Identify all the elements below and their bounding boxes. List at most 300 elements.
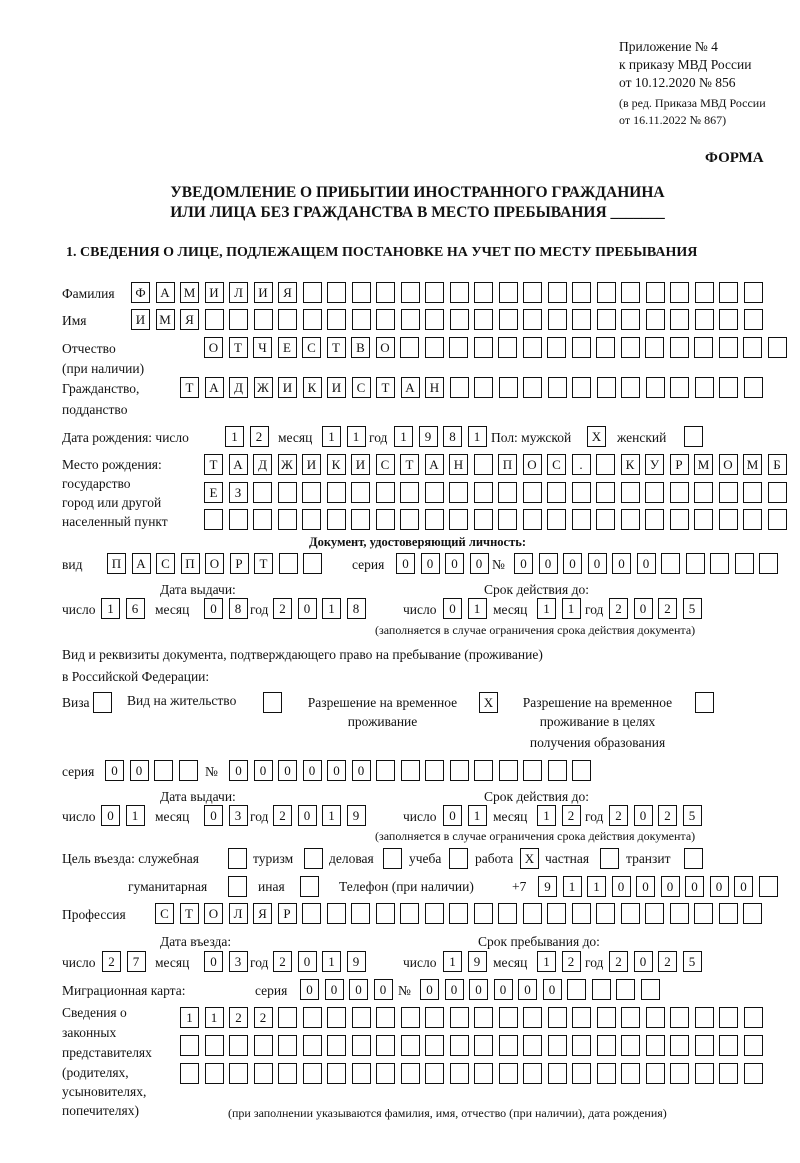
char-cell[interactable]: 9 xyxy=(347,805,366,826)
char-cell[interactable] xyxy=(670,1035,689,1056)
char-cell[interactable] xyxy=(567,979,586,1000)
char-cell[interactable] xyxy=(327,482,346,503)
checkbox-cell[interactable] xyxy=(93,692,112,713)
char-cell[interactable]: Т xyxy=(204,454,223,475)
char-cell[interactable] xyxy=(719,1063,738,1084)
char-cell[interactable] xyxy=(425,482,444,503)
char-cell[interactable]: 2 xyxy=(273,598,292,619)
checkbox-cell[interactable] xyxy=(684,426,703,447)
char-cell[interactable] xyxy=(670,309,689,330)
char-cell[interactable]: 2 xyxy=(102,951,121,972)
char-cell[interactable]: 0 xyxy=(634,951,653,972)
char-cell[interactable]: 7 xyxy=(127,951,146,972)
char-cell[interactable] xyxy=(449,337,468,358)
checkbox-cell[interactable] xyxy=(228,848,247,869)
char-cell[interactable]: 3 xyxy=(229,805,248,826)
char-cell[interactable] xyxy=(401,309,420,330)
char-cell[interactable]: 2 xyxy=(229,1007,248,1028)
char-cell[interactable]: 0 xyxy=(349,979,368,1000)
char-cell[interactable] xyxy=(376,1063,395,1084)
char-cell[interactable] xyxy=(621,337,640,358)
char-cell[interactable] xyxy=(572,509,591,530)
char-cell[interactable] xyxy=(303,1063,322,1084)
char-cell[interactable] xyxy=(743,903,762,924)
char-cell[interactable] xyxy=(253,482,272,503)
char-cell[interactable] xyxy=(450,282,469,303)
char-cell[interactable] xyxy=(278,1007,297,1028)
char-cell[interactable] xyxy=(523,509,542,530)
char-cell[interactable]: И xyxy=(205,282,224,303)
char-cell[interactable]: 1 xyxy=(205,1007,224,1028)
char-cell[interactable]: 1 xyxy=(443,951,462,972)
char-cell[interactable]: 3 xyxy=(229,951,248,972)
char-cell[interactable]: П xyxy=(498,454,517,475)
char-cell[interactable]: Т xyxy=(327,337,346,358)
char-cell[interactable]: 0 xyxy=(105,760,124,781)
char-cell[interactable] xyxy=(425,903,444,924)
char-cell[interactable]: Я xyxy=(253,903,272,924)
char-cell[interactable] xyxy=(641,979,660,1000)
char-cell[interactable] xyxy=(759,553,778,574)
char-cell[interactable] xyxy=(735,553,754,574)
char-cell[interactable] xyxy=(548,1035,567,1056)
char-cell[interactable] xyxy=(474,282,493,303)
char-cell[interactable] xyxy=(719,1007,738,1028)
checkbox-cell[interactable] xyxy=(695,692,714,713)
char-cell[interactable] xyxy=(474,377,493,398)
char-cell[interactable]: О xyxy=(204,337,223,358)
char-cell[interactable] xyxy=(401,1035,420,1056)
char-cell[interactable] xyxy=(744,1063,763,1084)
char-cell[interactable] xyxy=(646,1035,665,1056)
char-cell[interactable]: 1 xyxy=(537,598,556,619)
char-cell[interactable] xyxy=(180,1035,199,1056)
char-cell[interactable]: П xyxy=(107,553,126,574)
char-cell[interactable] xyxy=(523,377,542,398)
char-cell[interactable] xyxy=(401,282,420,303)
char-cell[interactable] xyxy=(376,282,395,303)
char-cell[interactable]: 0 xyxy=(396,553,415,574)
char-cell[interactable]: С xyxy=(302,337,321,358)
char-cell[interactable] xyxy=(376,760,395,781)
char-cell[interactable] xyxy=(548,309,567,330)
char-cell[interactable]: 0 xyxy=(734,876,753,897)
char-cell[interactable] xyxy=(450,309,469,330)
char-cell[interactable] xyxy=(425,1007,444,1028)
char-cell[interactable] xyxy=(278,1063,297,1084)
checkbox-cell[interactable] xyxy=(300,876,319,897)
checkbox-cell[interactable] xyxy=(228,876,247,897)
char-cell[interactable] xyxy=(450,377,469,398)
char-cell[interactable] xyxy=(179,760,198,781)
char-cell[interactable] xyxy=(450,1063,469,1084)
char-cell[interactable]: Л xyxy=(229,282,248,303)
char-cell[interactable] xyxy=(400,509,419,530)
char-cell[interactable]: 0 xyxy=(303,760,322,781)
char-cell[interactable] xyxy=(204,509,223,530)
char-cell[interactable] xyxy=(621,1007,640,1028)
char-cell[interactable] xyxy=(474,309,493,330)
char-cell[interactable] xyxy=(474,1063,493,1084)
char-cell[interactable] xyxy=(547,482,566,503)
char-cell[interactable] xyxy=(694,482,713,503)
char-cell[interactable] xyxy=(474,509,493,530)
char-cell[interactable]: 1 xyxy=(563,876,582,897)
char-cell[interactable] xyxy=(376,482,395,503)
char-cell[interactable]: 9 xyxy=(468,951,487,972)
char-cell[interactable]: И xyxy=(278,377,297,398)
char-cell[interactable]: Т xyxy=(229,337,248,358)
char-cell[interactable]: 2 xyxy=(562,951,581,972)
char-cell[interactable]: Ч xyxy=(253,337,272,358)
char-cell[interactable] xyxy=(303,309,322,330)
checkbox-cell[interactable] xyxy=(684,848,703,869)
char-cell[interactable] xyxy=(597,309,616,330)
checkbox-cell[interactable] xyxy=(263,692,282,713)
char-cell[interactable]: 5 xyxy=(683,598,702,619)
char-cell[interactable]: Д xyxy=(229,377,248,398)
char-cell[interactable] xyxy=(499,1035,518,1056)
char-cell[interactable]: 0 xyxy=(421,553,440,574)
char-cell[interactable]: 9 xyxy=(538,876,557,897)
char-cell[interactable] xyxy=(449,903,468,924)
char-cell[interactable]: 0 xyxy=(130,760,149,781)
char-cell[interactable] xyxy=(646,309,665,330)
char-cell[interactable] xyxy=(474,482,493,503)
char-cell[interactable]: . xyxy=(572,454,591,475)
char-cell[interactable]: И xyxy=(131,309,150,330)
char-cell[interactable] xyxy=(449,482,468,503)
char-cell[interactable]: 0 xyxy=(661,876,680,897)
char-cell[interactable] xyxy=(694,509,713,530)
char-cell[interactable] xyxy=(621,1035,640,1056)
char-cell[interactable]: Ж xyxy=(254,377,273,398)
char-cell[interactable] xyxy=(597,282,616,303)
char-cell[interactable] xyxy=(572,1035,591,1056)
char-cell[interactable]: 0 xyxy=(443,805,462,826)
char-cell[interactable]: 0 xyxy=(588,553,607,574)
char-cell[interactable] xyxy=(596,509,615,530)
char-cell[interactable] xyxy=(327,509,346,530)
char-cell[interactable] xyxy=(523,903,542,924)
char-cell[interactable]: Н xyxy=(425,377,444,398)
char-cell[interactable]: А xyxy=(229,454,248,475)
char-cell[interactable] xyxy=(768,509,787,530)
char-cell[interactable]: Я xyxy=(278,282,297,303)
char-cell[interactable] xyxy=(759,876,778,897)
char-cell[interactable] xyxy=(523,1063,542,1084)
char-cell[interactable]: З xyxy=(229,482,248,503)
char-cell[interactable]: 0 xyxy=(685,876,704,897)
char-cell[interactable] xyxy=(499,309,518,330)
char-cell[interactable] xyxy=(645,903,664,924)
char-cell[interactable]: И xyxy=(327,377,346,398)
char-cell[interactable] xyxy=(548,760,567,781)
char-cell[interactable]: 5 xyxy=(683,805,702,826)
char-cell[interactable]: С xyxy=(155,903,174,924)
char-cell[interactable] xyxy=(154,760,173,781)
char-cell[interactable] xyxy=(352,309,371,330)
char-cell[interactable] xyxy=(645,509,664,530)
char-cell[interactable] xyxy=(695,377,714,398)
char-cell[interactable] xyxy=(646,1007,665,1028)
char-cell[interactable] xyxy=(744,309,763,330)
char-cell[interactable]: 6 xyxy=(126,598,145,619)
char-cell[interactable]: 2 xyxy=(658,598,677,619)
char-cell[interactable]: Т xyxy=(400,454,419,475)
char-cell[interactable] xyxy=(352,1063,371,1084)
char-cell[interactable]: 0 xyxy=(612,553,631,574)
char-cell[interactable] xyxy=(474,903,493,924)
char-cell[interactable]: 0 xyxy=(710,876,729,897)
char-cell[interactable]: Я xyxy=(180,309,199,330)
char-cell[interactable]: 5 xyxy=(683,951,702,972)
char-cell[interactable] xyxy=(302,482,321,503)
char-cell[interactable]: И xyxy=(302,454,321,475)
char-cell[interactable] xyxy=(743,509,762,530)
char-cell[interactable] xyxy=(719,482,738,503)
char-cell[interactable] xyxy=(278,482,297,503)
char-cell[interactable] xyxy=(450,1035,469,1056)
char-cell[interactable]: И xyxy=(351,454,370,475)
char-cell[interactable] xyxy=(548,1063,567,1084)
char-cell[interactable] xyxy=(572,309,591,330)
char-cell[interactable] xyxy=(694,903,713,924)
char-cell[interactable] xyxy=(670,509,689,530)
char-cell[interactable] xyxy=(498,509,517,530)
char-cell[interactable]: О xyxy=(719,454,738,475)
char-cell[interactable]: 1 xyxy=(468,598,487,619)
char-cell[interactable]: 2 xyxy=(273,805,292,826)
char-cell[interactable]: 9 xyxy=(419,426,438,447)
char-cell[interactable] xyxy=(523,309,542,330)
char-cell[interactable] xyxy=(621,282,640,303)
char-cell[interactable] xyxy=(327,1007,346,1028)
char-cell[interactable] xyxy=(572,282,591,303)
char-cell[interactable]: 0 xyxy=(204,951,223,972)
char-cell[interactable]: Н xyxy=(449,454,468,475)
char-cell[interactable]: 0 xyxy=(563,553,582,574)
char-cell[interactable] xyxy=(278,1035,297,1056)
char-cell[interactable]: 1 xyxy=(562,598,581,619)
char-cell[interactable] xyxy=(744,282,763,303)
char-cell[interactable]: 0 xyxy=(325,979,344,1000)
char-cell[interactable]: 2 xyxy=(609,598,628,619)
char-cell[interactable] xyxy=(474,760,493,781)
char-cell[interactable]: 1 xyxy=(322,805,341,826)
char-cell[interactable]: 0 xyxy=(445,553,464,574)
char-cell[interactable] xyxy=(450,760,469,781)
char-cell[interactable] xyxy=(572,337,591,358)
char-cell[interactable] xyxy=(376,1007,395,1028)
char-cell[interactable]: Т xyxy=(376,377,395,398)
char-cell[interactable] xyxy=(400,482,419,503)
char-cell[interactable] xyxy=(254,1035,273,1056)
char-cell[interactable] xyxy=(596,482,615,503)
char-cell[interactable] xyxy=(229,1035,248,1056)
char-cell[interactable] xyxy=(523,482,542,503)
char-cell[interactable] xyxy=(523,760,542,781)
char-cell[interactable] xyxy=(205,1035,224,1056)
char-cell[interactable]: Р xyxy=(670,454,689,475)
char-cell[interactable] xyxy=(254,1063,273,1084)
char-cell[interactable]: 8 xyxy=(443,426,462,447)
char-cell[interactable] xyxy=(572,903,591,924)
char-cell[interactable]: 0 xyxy=(327,760,346,781)
char-cell[interactable]: 1 xyxy=(101,598,120,619)
char-cell[interactable] xyxy=(278,509,297,530)
char-cell[interactable]: А xyxy=(205,377,224,398)
char-cell[interactable] xyxy=(597,1035,616,1056)
char-cell[interactable] xyxy=(254,309,273,330)
char-cell[interactable]: 0 xyxy=(443,598,462,619)
char-cell[interactable] xyxy=(596,454,615,475)
char-cell[interactable]: 0 xyxy=(352,760,371,781)
char-cell[interactable] xyxy=(621,1063,640,1084)
char-cell[interactable] xyxy=(474,454,493,475)
char-cell[interactable] xyxy=(744,1035,763,1056)
char-cell[interactable]: 1 xyxy=(322,951,341,972)
char-cell[interactable] xyxy=(670,482,689,503)
char-cell[interactable]: 2 xyxy=(273,951,292,972)
char-cell[interactable]: 1 xyxy=(322,426,341,447)
char-cell[interactable] xyxy=(768,482,787,503)
char-cell[interactable] xyxy=(303,282,322,303)
char-cell[interactable] xyxy=(229,309,248,330)
char-cell[interactable]: 0 xyxy=(101,805,120,826)
char-cell[interactable]: 2 xyxy=(658,805,677,826)
char-cell[interactable]: 9 xyxy=(347,951,366,972)
char-cell[interactable]: Ж xyxy=(278,454,297,475)
char-cell[interactable] xyxy=(302,509,321,530)
char-cell[interactable]: К xyxy=(621,454,640,475)
char-cell[interactable]: 0 xyxy=(470,553,489,574)
char-cell[interactable] xyxy=(743,337,762,358)
char-cell[interactable] xyxy=(768,337,787,358)
char-cell[interactable] xyxy=(401,760,420,781)
char-cell[interactable]: М xyxy=(694,454,713,475)
char-cell[interactable] xyxy=(670,1007,689,1028)
char-cell[interactable] xyxy=(499,1063,518,1084)
char-cell[interactable] xyxy=(572,1007,591,1028)
char-cell[interactable] xyxy=(303,1007,322,1028)
char-cell[interactable] xyxy=(596,337,615,358)
checkbox-cell[interactable] xyxy=(600,848,619,869)
char-cell[interactable]: 1 xyxy=(347,426,366,447)
char-cell[interactable]: 0 xyxy=(612,876,631,897)
char-cell[interactable] xyxy=(744,1007,763,1028)
char-cell[interactable] xyxy=(744,377,763,398)
char-cell[interactable]: Т xyxy=(180,903,199,924)
char-cell[interactable]: 0 xyxy=(514,553,533,574)
char-cell[interactable]: 2 xyxy=(658,951,677,972)
char-cell[interactable]: О xyxy=(376,337,395,358)
checkbox-cell[interactable] xyxy=(449,848,468,869)
char-cell[interactable]: 0 xyxy=(494,979,513,1000)
char-cell[interactable]: В xyxy=(351,337,370,358)
char-cell[interactable] xyxy=(352,1007,371,1028)
char-cell[interactable] xyxy=(376,903,395,924)
char-cell[interactable] xyxy=(621,903,640,924)
char-cell[interactable]: М xyxy=(180,282,199,303)
char-cell[interactable] xyxy=(695,1007,714,1028)
char-cell[interactable] xyxy=(376,509,395,530)
char-cell[interactable] xyxy=(351,903,370,924)
char-cell[interactable]: Л xyxy=(229,903,248,924)
char-cell[interactable] xyxy=(327,1035,346,1056)
char-cell[interactable] xyxy=(548,282,567,303)
char-cell[interactable] xyxy=(597,377,616,398)
char-cell[interactable] xyxy=(425,1063,444,1084)
char-cell[interactable] xyxy=(670,377,689,398)
char-cell[interactable] xyxy=(670,282,689,303)
char-cell[interactable]: Р xyxy=(278,903,297,924)
char-cell[interactable] xyxy=(695,1063,714,1084)
char-cell[interactable] xyxy=(523,1007,542,1028)
char-cell[interactable]: 1 xyxy=(126,805,145,826)
char-cell[interactable]: 1 xyxy=(468,426,487,447)
char-cell[interactable] xyxy=(572,377,591,398)
char-cell[interactable]: 0 xyxy=(636,876,655,897)
char-cell[interactable]: 0 xyxy=(374,979,393,1000)
char-cell[interactable] xyxy=(449,509,468,530)
char-cell[interactable]: 0 xyxy=(634,805,653,826)
char-cell[interactable]: А xyxy=(401,377,420,398)
char-cell[interactable] xyxy=(205,1063,224,1084)
char-cell[interactable] xyxy=(621,509,640,530)
char-cell[interactable] xyxy=(719,1035,738,1056)
char-cell[interactable] xyxy=(302,903,321,924)
char-cell[interactable]: С xyxy=(156,553,175,574)
char-cell[interactable] xyxy=(425,337,444,358)
char-cell[interactable]: 0 xyxy=(298,805,317,826)
char-cell[interactable] xyxy=(719,282,738,303)
char-cell[interactable] xyxy=(523,282,542,303)
char-cell[interactable]: 0 xyxy=(469,979,488,1000)
char-cell[interactable] xyxy=(400,903,419,924)
char-cell[interactable] xyxy=(548,1007,567,1028)
char-cell[interactable] xyxy=(352,282,371,303)
char-cell[interactable]: 0 xyxy=(637,553,656,574)
char-cell[interactable]: 0 xyxy=(298,598,317,619)
char-cell[interactable]: 0 xyxy=(634,598,653,619)
char-cell[interactable] xyxy=(401,1007,420,1028)
checkbox-cell[interactable]: X xyxy=(587,426,606,447)
char-cell[interactable] xyxy=(327,309,346,330)
char-cell[interactable] xyxy=(279,553,298,574)
char-cell[interactable]: 1 xyxy=(225,426,244,447)
char-cell[interactable]: У xyxy=(645,454,664,475)
char-cell[interactable] xyxy=(547,509,566,530)
char-cell[interactable] xyxy=(425,309,444,330)
char-cell[interactable]: Р xyxy=(230,553,249,574)
char-cell[interactable] xyxy=(645,482,664,503)
char-cell[interactable] xyxy=(205,309,224,330)
char-cell[interactable] xyxy=(710,553,729,574)
char-cell[interactable]: М xyxy=(743,454,762,475)
char-cell[interactable] xyxy=(621,377,640,398)
char-cell[interactable] xyxy=(719,377,738,398)
char-cell[interactable]: П xyxy=(181,553,200,574)
char-cell[interactable] xyxy=(180,1063,199,1084)
char-cell[interactable]: 0 xyxy=(204,805,223,826)
char-cell[interactable]: 2 xyxy=(250,426,269,447)
char-cell[interactable] xyxy=(616,979,635,1000)
char-cell[interactable]: 1 xyxy=(537,951,556,972)
char-cell[interactable] xyxy=(661,553,680,574)
char-cell[interactable]: О xyxy=(204,903,223,924)
char-cell[interactable]: М xyxy=(156,309,175,330)
